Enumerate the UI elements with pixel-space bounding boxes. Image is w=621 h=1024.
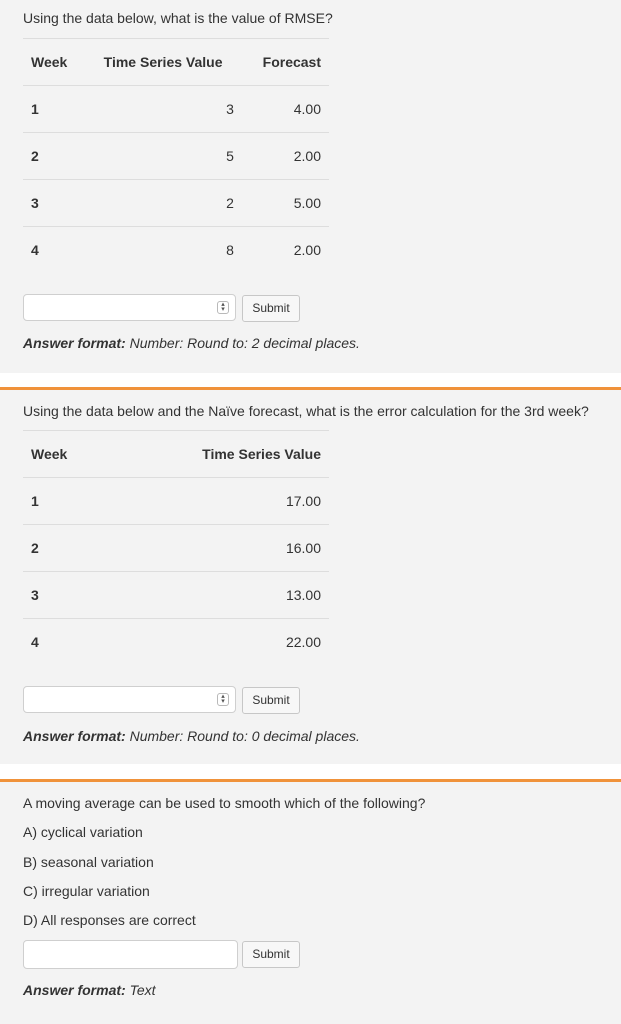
value-cell: 5 [84, 133, 242, 180]
column-header-forecast: Forecast [242, 39, 329, 86]
forecast-cell: 2.00 [242, 227, 329, 274]
value-cell: 3 [84, 86, 242, 133]
spinner-icon[interactable]: ▴ ▾ [217, 693, 229, 706]
column-header-value: Time Series Value [109, 431, 329, 478]
answer-format-label: Answer format: [23, 335, 126, 351]
spinner-icon[interactable]: ▴ ▾ [217, 301, 229, 314]
submit-button[interactable]: Submit [242, 941, 300, 968]
column-header-week: Week [23, 39, 84, 86]
answer-format-text: Text [129, 982, 156, 998]
forecast-cell: 4.00 [242, 86, 329, 133]
week-cell: 1 [23, 478, 109, 525]
value-cell: 22.00 [109, 619, 329, 666]
week-cell: 1 [23, 86, 84, 133]
option-c: C) irregular variation [23, 883, 150, 899]
column-header-value: Time Series Value [84, 39, 242, 86]
week-cell: 4 [23, 619, 109, 666]
question-card-1 [0, 0, 621, 373]
table-header-row [23, 431, 329, 478]
table-header-row [23, 39, 329, 86]
value-cell: 17.00 [109, 478, 329, 525]
option-b: B) seasonal variation [23, 854, 154, 870]
value-cell: 2 [84, 180, 242, 227]
answer-text-input[interactable] [23, 940, 238, 969]
column-header-week: Week [23, 431, 109, 478]
option-a: A) cyclical variation [23, 824, 143, 840]
table-row [23, 86, 329, 133]
week-cell: 3 [23, 180, 84, 227]
question-card-3 [0, 779, 621, 1024]
answer-format-label: Answer format: [23, 728, 126, 744]
submit-button[interactable]: Submit [242, 295, 300, 322]
answer-format [23, 982, 156, 998]
table-row [23, 227, 329, 274]
answer-format-text: Number: Round to: 2 decimal places. [129, 335, 360, 351]
answer-format [23, 335, 360, 351]
answer-format-text: Number: Round to: 0 decimal places. [129, 728, 360, 744]
forecast-cell: 5.00 [242, 180, 329, 227]
week-cell: 2 [23, 525, 109, 572]
data-table [23, 38, 329, 273]
question-prompt: A moving average can be used to smooth which of the following? [23, 795, 426, 811]
value-cell: 13.00 [109, 572, 329, 619]
question-prompt: Using the data below, what is the value of RMSE? [23, 10, 333, 26]
week-cell: 2 [23, 133, 84, 180]
option-d: D) All responses are correct [23, 912, 196, 928]
question-card-2 [0, 387, 621, 764]
submit-button[interactable]: Submit [242, 687, 300, 714]
table-row [23, 180, 329, 227]
table-row [23, 525, 329, 572]
table-row [23, 619, 329, 666]
value-cell: 8 [84, 227, 242, 274]
answer-format [23, 728, 360, 744]
value-cell: 16.00 [109, 525, 329, 572]
table-row [23, 478, 329, 525]
answer-number-input[interactable] [23, 294, 236, 321]
week-cell: 3 [23, 572, 109, 619]
question-prompt: Using the data below and the Naïve forecast, what is the error calculation for the 3rd week? [23, 403, 589, 419]
answer-format-label: Answer format: [23, 982, 126, 998]
answer-number-input[interactable] [23, 686, 236, 713]
table-row [23, 572, 329, 619]
forecast-cell: 2.00 [242, 133, 329, 180]
table-row [23, 133, 329, 180]
week-cell: 4 [23, 227, 84, 274]
data-table [23, 430, 329, 665]
